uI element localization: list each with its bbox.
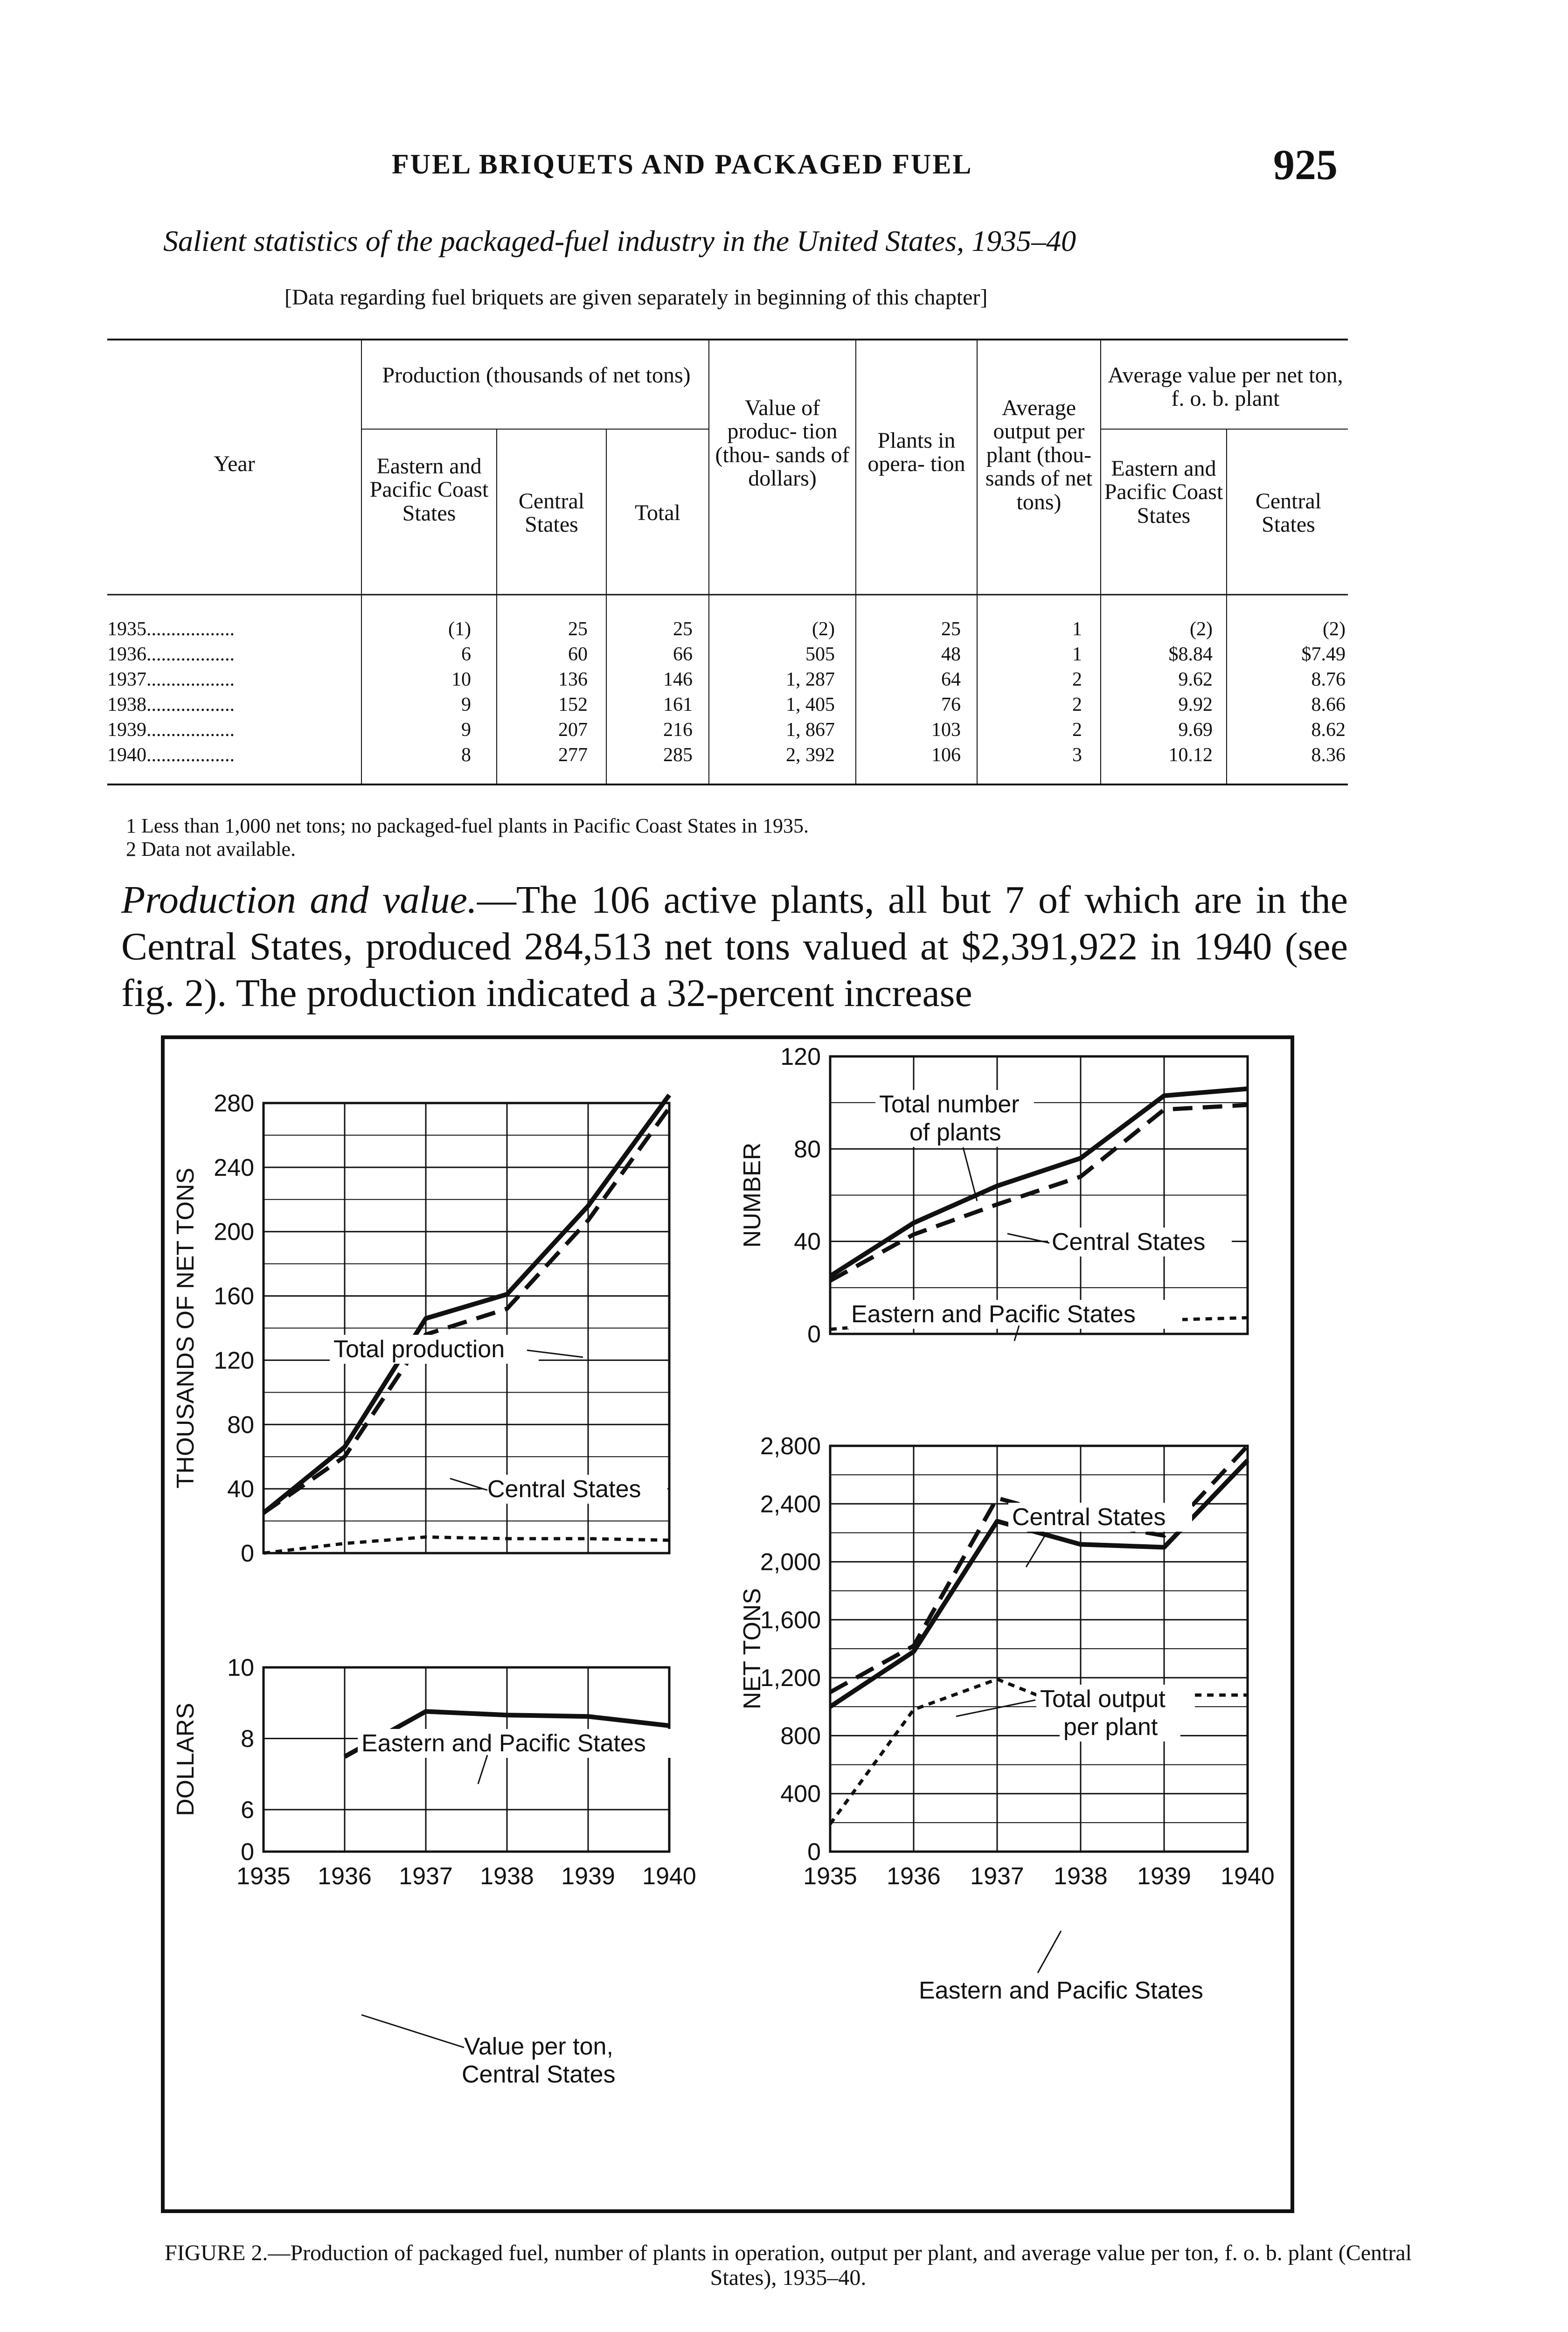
y-tick-label: 2,000 <box>760 1548 821 1576</box>
series-line-central-states <box>830 1446 1248 1692</box>
header-avg-eastern: Eastern and Pacific Coast States <box>1104 456 1223 528</box>
table-cell-total: 161 <box>663 694 693 715</box>
table-title: Salient statistics of the packaged-fuel industry in the United States, 1935–40 <box>163 224 1076 257</box>
footnote-2: 2 Data not available. <box>126 838 296 861</box>
y-tick-label: 120 <box>780 1043 821 1070</box>
x-tick-label: 1940 <box>642 1863 696 1890</box>
series-line-total-production <box>264 1095 669 1513</box>
table-cell-avg-eastern: $8.84 <box>1168 644 1213 665</box>
table-cell-avg-central: (2) <box>1323 618 1346 640</box>
y-tick-label: 0 <box>241 1839 254 1866</box>
header-eastern: Eastern and Pacific Coast States <box>369 454 489 526</box>
y-tick-label: 2,800 <box>760 1433 821 1460</box>
table-cell-eastern: 9 <box>461 719 471 741</box>
label-total-output-2: per plant <box>1063 1714 1158 1741</box>
table-cell-value: 2, 392 <box>786 744 835 766</box>
table-row-year: 1940.................. <box>107 744 235 766</box>
header-avg-output: Average output per plant (thou- sands of net tons) <box>985 396 1093 514</box>
table-row-year: 1939.................. <box>107 719 235 741</box>
leader-line <box>361 2015 464 2047</box>
y-axis-label: NUMBER <box>739 1142 766 1248</box>
figure-caption <box>149 2241 1427 2290</box>
label-central-states: Central States <box>487 1476 641 1503</box>
table-cell-plants: 106 <box>931 744 961 766</box>
table-cell-output: 3 <box>1072 744 1082 766</box>
table-cell-total: 146 <box>663 669 693 690</box>
table-row-year: 1936.................. <box>107 644 235 665</box>
table-cell-eastern: 6 <box>461 644 471 665</box>
body-paragraph <box>121 877 1348 1017</box>
table-cell-eastern: (1) <box>448 618 471 640</box>
table-cell-central: 60 <box>568 644 588 665</box>
table-cell-eastern: 9 <box>461 694 471 715</box>
table-note: [Data regarding fuel briquets are given separately in beginning of this chapter] <box>284 285 988 310</box>
x-tick-label: 1938 <box>480 1863 534 1890</box>
header-year: Year <box>214 451 255 476</box>
header-avg-value: Average value per net ton, f. o. b. plant <box>1108 363 1343 411</box>
header-central: Central States <box>518 489 585 537</box>
y-tick-label: 800 <box>780 1722 821 1750</box>
table-cell-value: 1, 287 <box>786 669 835 690</box>
y-axis-label: THOUSANDS OF NET TONS <box>172 1167 199 1489</box>
x-tick-label: 1935 <box>803 1863 857 1890</box>
table-cell-avg-eastern: (2) <box>1190 618 1213 640</box>
figure-2 <box>161 1035 1294 2213</box>
y-tick-label: 160 <box>214 1283 254 1310</box>
table-cell-avg-central: $7.49 <box>1301 644 1346 665</box>
x-tick-label: 1937 <box>970 1863 1024 1890</box>
label-value-per-ton-2: Central States <box>462 2061 616 2088</box>
table-cell-value: 505 <box>805 644 835 665</box>
table-cell-total: 216 <box>663 719 693 741</box>
caption-lead: FIGURE 2. <box>165 2241 268 2265</box>
label-total-plants-2: of plants <box>909 1119 1001 1146</box>
leader-line <box>478 1755 487 1784</box>
table-row-year: 1935.................. <box>107 618 235 640</box>
plot-frame <box>264 1667 669 1852</box>
running-head: FUEL BRIQUETS AND PACKAGED FUEL <box>392 149 973 180</box>
label-central-states-output: Central States <box>1012 1504 1166 1531</box>
y-tick-label: 0 <box>807 1321 821 1348</box>
y-axis-label: DOLLARS <box>172 1703 199 1816</box>
statistics-table <box>107 336 1348 861</box>
y-tick-label: 40 <box>794 1228 821 1256</box>
table-cell-output: 1 <box>1072 618 1082 640</box>
table-cell-output: 1 <box>1072 644 1082 665</box>
y-tick-label: 400 <box>780 1780 821 1808</box>
chart-panel-2 <box>172 1667 669 1852</box>
label-eastern-pacific: Eastern and Pacific States <box>361 1730 646 1757</box>
table-cell-central: 136 <box>558 669 588 690</box>
label-central-states-plants: Central States <box>1052 1228 1206 1256</box>
table-cell-total: 285 <box>663 744 693 766</box>
series-line-total-output-per-plant <box>830 1460 1248 1707</box>
label-total-plants: Total number <box>879 1091 1020 1118</box>
label-eastern-pacific-plants: Eastern and Pacific States <box>851 1301 1136 1328</box>
caption-text: —Production of packaged fuel, number of plants in operation, output per plant, and average value per ton, f. o. b. plant (Central States), 1935–40. <box>268 2241 1412 2290</box>
series-line-central-states <box>264 1108 669 1513</box>
table-cell-avg-eastern: 9.69 <box>1178 719 1213 741</box>
x-tick-label: 1935 <box>236 1863 291 1890</box>
series-line-eastern-and-pacific-states <box>264 1537 669 1554</box>
y-tick-label: 0 <box>241 1540 254 1567</box>
table-cell-central: 25 <box>568 618 588 640</box>
table-cell-total: 66 <box>673 644 693 665</box>
table-cell-avg-eastern: 9.92 <box>1178 694 1213 715</box>
figure-svg <box>161 1035 1294 2213</box>
leader-line <box>1038 1931 1061 1973</box>
y-tick-label: 80 <box>227 1411 254 1439</box>
table-cell-value: (2) <box>812 618 835 640</box>
x-tick-label: 1936 <box>887 1863 941 1890</box>
table-cell-avg-eastern: 10.12 <box>1168 744 1213 766</box>
leader-line <box>956 1700 1035 1716</box>
table-cell-avg-central: 8.36 <box>1311 744 1346 766</box>
table-cell-avg-central: 8.66 <box>1311 694 1346 715</box>
header-plants: Plants in opera- tion <box>867 428 965 477</box>
y-tick-label: 200 <box>214 1218 254 1246</box>
table-cell-plants: 64 <box>941 669 961 690</box>
y-tick-label: 40 <box>227 1476 254 1503</box>
y-tick-label: 6 <box>241 1797 254 1824</box>
x-tick-label: 1937 <box>399 1863 453 1890</box>
y-axis-label: NET TONS <box>739 1588 766 1710</box>
table-cell-avg-central: 8.76 <box>1311 669 1346 690</box>
y-tick-label: 1,600 <box>760 1606 821 1634</box>
y-tick-label: 2,400 <box>760 1491 821 1518</box>
x-tick-label: 1936 <box>318 1863 372 1890</box>
table-cell-central: 207 <box>558 719 588 741</box>
table-cell-plants: 103 <box>931 719 961 741</box>
table-cell-output: 2 <box>1072 719 1082 741</box>
y-tick-label: 8 <box>241 1725 254 1753</box>
y-tick-label: 280 <box>214 1090 254 1117</box>
paragraph-heading: Production and value. <box>121 878 477 922</box>
page-number: 925 <box>1273 141 1338 188</box>
table-cell-central: 277 <box>558 744 588 766</box>
table-cell-output: 2 <box>1072 694 1082 715</box>
header-avg-central: Central States <box>1255 489 1322 537</box>
x-tick-label: 1939 <box>1137 1863 1191 1890</box>
y-tick-label: 10 <box>227 1654 254 1681</box>
y-tick-label: 0 <box>807 1839 821 1866</box>
x-tick-label: 1940 <box>1221 1863 1275 1890</box>
x-tick-label: 1938 <box>1054 1863 1108 1890</box>
figure-frame <box>163 1037 1292 2211</box>
table-cell-output: 2 <box>1072 669 1082 690</box>
label-eastern-pacific-output: Eastern and Pacific States <box>919 1977 1203 2004</box>
header-total: Total <box>635 500 680 525</box>
table-cell-avg-central: 8.62 <box>1311 719 1346 741</box>
table-cell-value: 1, 867 <box>786 719 835 741</box>
table-cell-eastern: 10 <box>451 669 471 690</box>
table-cell-eastern: 8 <box>461 744 471 766</box>
header-production: Production (thousands of net tons) <box>382 363 691 388</box>
table-cell-plants: 48 <box>941 644 961 665</box>
footnote-1: 1 Less than 1,000 net tons; no packaged-fuel plants in Pacific Coast States in 1935. <box>126 814 809 837</box>
paragraph-text: —The 106 active plants, all but 7 of which are in the Central States, produced 284,513 net tons valued at $2,391,922 in 1940 (see fig. 2). The production indicated a 32-percent increase <box>121 878 1348 1015</box>
x-tick-label: 1939 <box>561 1863 615 1890</box>
label-total-production: Total production <box>333 1336 505 1363</box>
y-tick-label: 1,200 <box>760 1665 821 1692</box>
header-value: Value of produc- tion (thou- sands of dollars) <box>715 396 850 491</box>
y-tick-label: 120 <box>214 1347 254 1374</box>
leader-line <box>963 1147 977 1201</box>
table-cell-value: 1, 405 <box>786 694 835 715</box>
y-tick-label: 80 <box>794 1136 821 1163</box>
table-row-year: 1937.................. <box>107 669 235 690</box>
label-value-per-ton: Value per ton, <box>464 2033 613 2060</box>
y-tick-label: 240 <box>214 1154 254 1181</box>
table-cell-total: 25 <box>673 618 693 640</box>
table-cell-avg-eastern: 9.62 <box>1178 669 1213 690</box>
table-cell-plants: 76 <box>941 694 961 715</box>
table-row-year: 1938.................. <box>107 694 235 715</box>
label-total-output: Total output <box>1040 1686 1166 1713</box>
table-cell-plants: 25 <box>941 618 961 640</box>
table-cell-central: 152 <box>558 694 588 715</box>
